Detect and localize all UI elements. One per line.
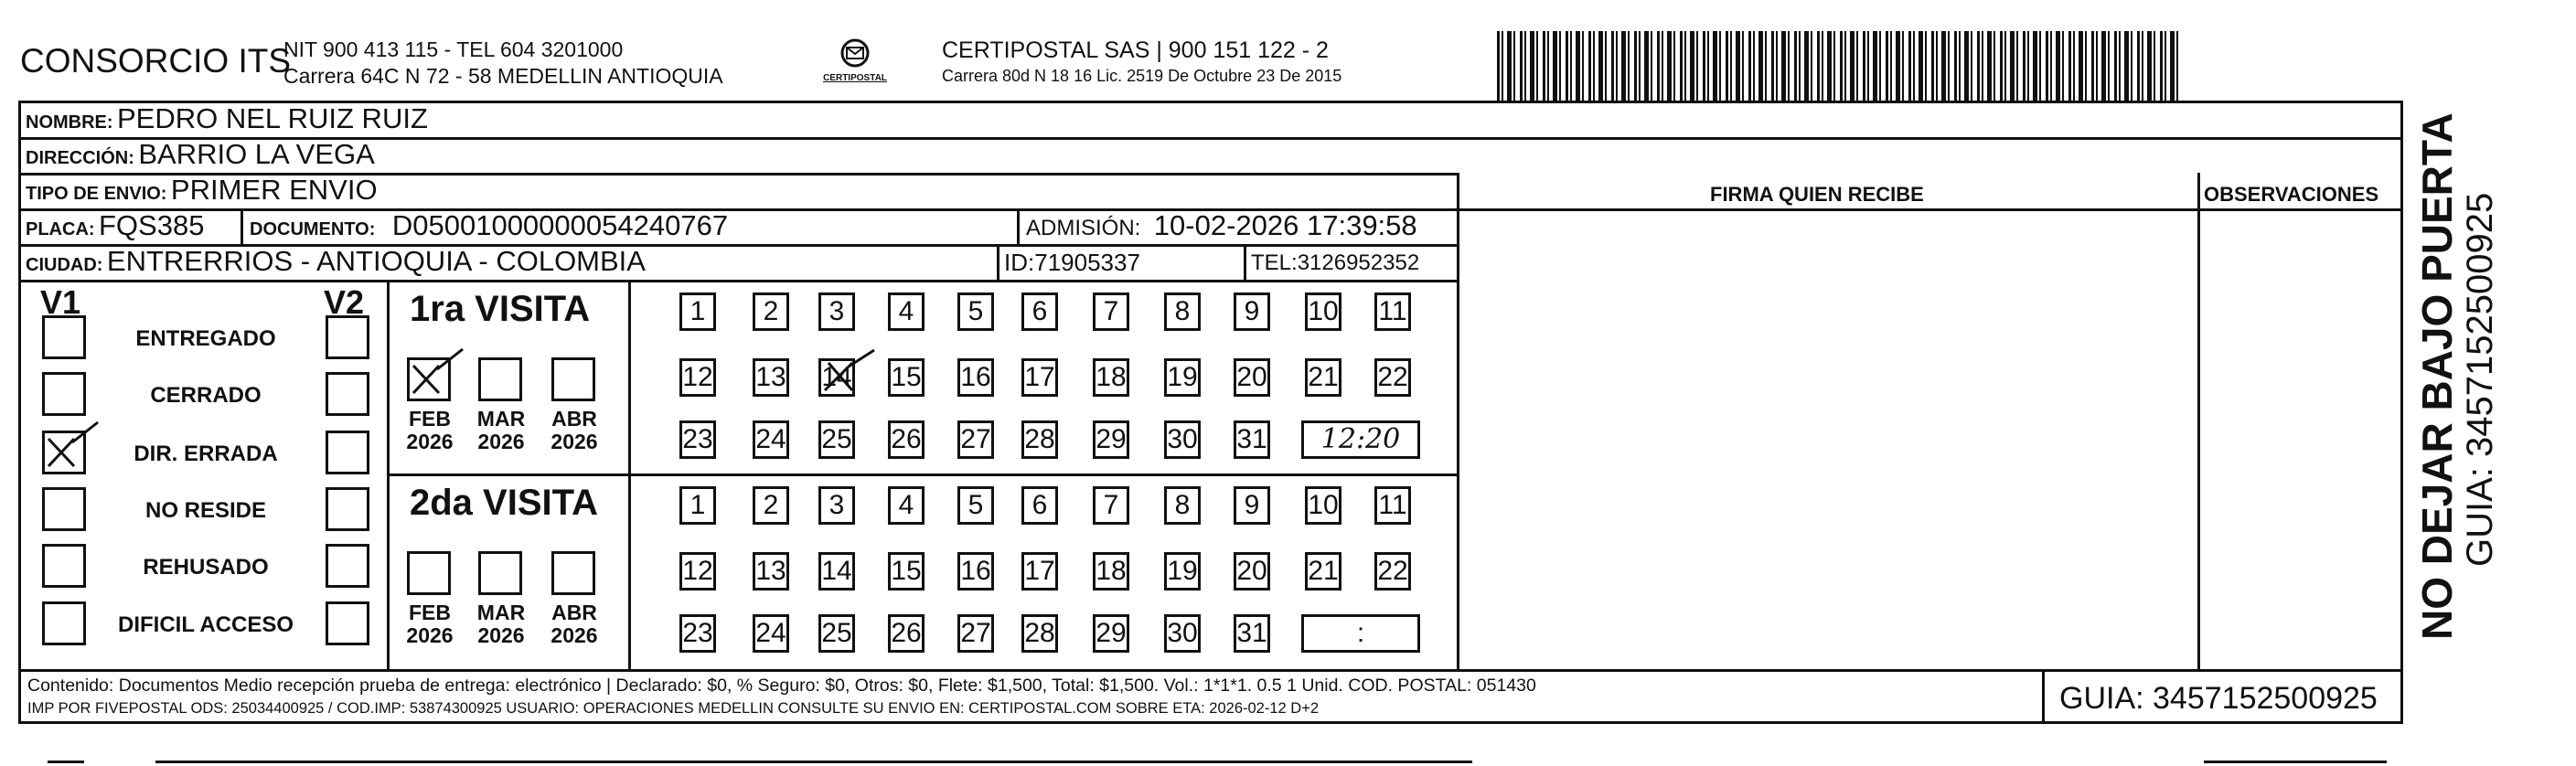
v1-header: V1: [40, 283, 81, 321]
day-box[interactable]: 11: [1374, 486, 1411, 525]
day-box[interactable]: 21: [1305, 552, 1341, 590]
day-box[interactable]: 14: [818, 552, 855, 590]
v1-checkbox[interactable]: [42, 544, 86, 588]
v1-checkbox[interactable]: [42, 431, 86, 474]
day-box[interactable]: 6: [1021, 486, 1058, 525]
day-box[interactable]: 24: [753, 614, 789, 653]
tipo-value: PRIMER ENVIO: [170, 174, 378, 206]
v1-checkbox[interactable]: [42, 315, 86, 359]
day-box[interactable]: 1: [679, 486, 716, 525]
day-box[interactable]: 26: [888, 614, 925, 653]
day-box[interactable]: 2: [753, 486, 789, 525]
x-mark-icon: [41, 417, 105, 472]
v2-checkbox[interactable]: [326, 372, 369, 416]
day-box[interactable]: 25: [818, 420, 855, 459]
status-label: DIFICIL ACCESO: [117, 612, 294, 637]
month-label: ABR 2026: [550, 407, 598, 453]
day-box[interactable]: 20: [1234, 552, 1270, 590]
footer-line1: Contenido: Documentos Medio recepción prueba de entrega: electrónico | Declarado: $0, % Seguro: $0, Otros: $0, Flete: $1,500, Total: $1,500. Vol.: 1*1*1. 0.5 1 Unid. COD. POSTAL: 051430: [27, 676, 1536, 696]
day-box[interactable]: 1: [679, 293, 716, 331]
day-box[interactable]: 14: [818, 358, 855, 397]
month-label: ABR 2026: [550, 601, 598, 647]
certipostal-logo: [823, 33, 887, 97]
side-guia: GUIA: 3457152500925: [2460, 192, 2500, 567]
month-label: MAR 2026: [476, 601, 526, 647]
month-checkbox[interactable]: [478, 551, 522, 595]
ciudad-row: [26, 245, 646, 278]
day-box[interactable]: 2: [753, 293, 789, 331]
month-checkbox[interactable]: [407, 357, 451, 401]
day-box[interactable]: 30: [1164, 614, 1201, 653]
month-checkbox[interactable]: [551, 357, 595, 401]
id-row: [1004, 249, 1140, 277]
day-box[interactable]: 19: [1164, 358, 1201, 397]
company-name: CONSORCIO ITS: [20, 42, 292, 80]
placa-row: [26, 209, 204, 242]
tipo-label: TIPO DE ENVIO:: [26, 184, 167, 204]
day-box[interactable]: 5: [957, 486, 994, 525]
day-box[interactable]: 8: [1164, 293, 1201, 331]
day-box[interactable]: 17: [1021, 552, 1058, 590]
v1-checkbox[interactable]: [42, 487, 86, 531]
day-box[interactable]: 9: [1234, 486, 1270, 525]
status-label: DIR. ERRADA: [134, 442, 278, 466]
admision-label: ADMISIÓN:: [1026, 216, 1141, 240]
v2-checkbox[interactable]: [326, 431, 369, 474]
id-value: 71905337: [1034, 249, 1140, 276]
day-box[interactable]: 10: [1305, 293, 1341, 331]
no-dejar-warning: NO DEJAR BAJO PUERTA: [2413, 112, 2461, 640]
day-box[interactable]: 28: [1021, 614, 1058, 653]
month-checkbox[interactable]: [551, 551, 595, 595]
day-box[interactable]: 9: [1234, 293, 1270, 331]
direccion-label: DIRECCIÓN:: [26, 148, 134, 168]
ciudad-label: CIUDAD:: [26, 255, 103, 275]
day-box[interactable]: 23: [679, 614, 716, 653]
day-box[interactable]: 15: [888, 552, 925, 590]
day-box[interactable]: 29: [1093, 420, 1129, 459]
day-box[interactable]: 31: [1234, 614, 1270, 653]
footer-guia: GUIA: 3457152500925: [2059, 681, 2378, 716]
time-box[interactable]: :: [1301, 614, 1420, 653]
documento-label: DOCUMENTO:: [250, 219, 376, 239]
day-box[interactable]: 31: [1234, 420, 1270, 459]
day-box[interactable]: 19: [1164, 552, 1201, 590]
carrier-info: [942, 37, 1341, 88]
visit-title: 2da VISITA: [410, 483, 598, 523]
month-label: MAR 2026: [476, 407, 526, 453]
footer-line2: IMP POR FIVEPOSTAL ODS: 25034400925 / COD.IMP: 53874300925 USUARIO: OPERACIONES MEDELLIN CONSULTE SU ENVIO EN: CERTIPOSTAL.COM SOBRE ETA: 2026-02-12 D+2: [27, 700, 1320, 717]
day-box[interactable]: 13: [753, 552, 789, 590]
tipo-row: [26, 174, 378, 207]
day-box[interactable]: 16: [957, 358, 994, 397]
day-box[interactable]: 17: [1021, 358, 1058, 397]
day-box[interactable]: 29: [1093, 614, 1129, 653]
company-info: [283, 37, 723, 90]
v2-checkbox[interactable]: [326, 544, 369, 588]
day-box[interactable]: 3: [818, 293, 855, 331]
day-box[interactable]: 6: [1021, 293, 1058, 331]
documento-row: [250, 209, 728, 242]
day-box[interactable]: 3: [818, 486, 855, 525]
tel-label: TEL:: [1251, 250, 1298, 275]
carrier-address: Carrera 80d N 18 16 Lic. 2519 De Octubre 23 De 2015: [942, 67, 1342, 85]
v1-checkbox[interactable]: [42, 601, 86, 645]
v2-header: V2: [324, 283, 365, 321]
footer-info: [27, 675, 2030, 720]
day-box[interactable]: 18: [1093, 552, 1129, 590]
status-label: CERRADO: [150, 383, 262, 408]
direccion-row: [26, 138, 375, 171]
direccion-value: BARRIO LA VEGA: [138, 138, 375, 170]
day-box[interactable]: 18: [1093, 358, 1129, 397]
time-box[interactable]: 12:20: [1301, 420, 1420, 459]
day-box[interactable]: 4: [888, 293, 925, 331]
day-box[interactable]: 27: [957, 614, 994, 653]
day-box[interactable]: 12: [679, 552, 716, 590]
status-label: NO RESIDE: [144, 498, 267, 523]
envelope-icon: [823, 33, 887, 97]
company-address: Carrera 64C N 72 - 58 MEDELLIN ANTIOQUIA: [283, 64, 723, 88]
day-box[interactable]: 8: [1164, 486, 1201, 525]
day-box[interactable]: 24: [753, 420, 789, 459]
day-box[interactable]: 10: [1305, 486, 1341, 525]
v2-checkbox[interactable]: [326, 601, 369, 645]
v1-checkbox[interactable]: [42, 372, 86, 416]
month-checkbox[interactable]: [478, 357, 522, 401]
documento-value: D05001000000054240767: [391, 209, 729, 241]
day-box[interactable]: 22: [1374, 552, 1411, 590]
month-label: FEB 2026: [406, 601, 454, 647]
day-box[interactable]: 21: [1305, 358, 1341, 397]
day-box[interactable]: 7: [1093, 486, 1129, 525]
nombre-value: PEDRO NEL RUIZ RUIZ: [117, 102, 428, 134]
day-box[interactable]: 26: [888, 420, 925, 459]
observaciones-header: OBSERVACIONES: [2204, 183, 2379, 206]
v2-checkbox[interactable]: [326, 487, 369, 531]
strike-mark-icon: [821, 350, 885, 396]
day-box[interactable]: 16: [957, 552, 994, 590]
logo-text: CERTIPOSTAL: [823, 73, 887, 83]
barcode: [1497, 31, 2179, 101]
id-label: ID:: [1004, 249, 1035, 276]
ciudad-value: ENTRERRIOS - ANTIOQUIA - COLOMBIA: [106, 245, 646, 277]
day-box[interactable]: 27: [957, 420, 994, 459]
day-box[interactable]: 13: [753, 358, 789, 397]
placa-label: PLACA:: [26, 219, 95, 239]
status-label: ENTREGADO: [135, 326, 276, 351]
day-box[interactable]: 25: [818, 614, 855, 653]
month-checkbox[interactable]: [407, 551, 451, 595]
day-box[interactable]: 15: [888, 358, 925, 397]
nombre-label: NOMBRE:: [26, 112, 113, 133]
company-nit: NIT 900 413 115 - TEL 604 3201000: [283, 37, 624, 61]
tel-row: [1251, 250, 1419, 276]
day-box[interactable]: 12: [679, 358, 716, 397]
day-box[interactable]: 4: [888, 486, 925, 525]
day-box[interactable]: 23: [679, 420, 716, 459]
admision-row: [1026, 209, 1417, 242]
month-label: FEB 2026: [406, 407, 454, 453]
day-box[interactable]: 5: [957, 293, 994, 331]
day-box[interactable]: 22: [1374, 358, 1411, 397]
v2-checkbox[interactable]: [326, 315, 369, 359]
x-mark-icon: [406, 344, 470, 399]
placa-value: FQS385: [99, 209, 205, 241]
day-box[interactable]: 28: [1021, 420, 1058, 459]
visit-title: 1ra VISITA: [410, 289, 591, 329]
nombre-row: [26, 102, 428, 135]
day-box[interactable]: 7: [1093, 293, 1129, 331]
status-label: REHUSADO: [143, 555, 269, 580]
day-box[interactable]: 11: [1374, 293, 1411, 331]
admision-value: 10-02-2026 17:39:58: [1153, 209, 1417, 241]
carrier-name: CERTIPOSTAL SAS | 900 151 122 - 2: [942, 37, 1329, 63]
day-box[interactable]: 20: [1234, 358, 1270, 397]
tel-value: 3126952352: [1297, 250, 1420, 275]
firma-header: FIRMA QUIEN RECIBE: [1710, 183, 1924, 206]
day-box[interactable]: 30: [1164, 420, 1201, 459]
